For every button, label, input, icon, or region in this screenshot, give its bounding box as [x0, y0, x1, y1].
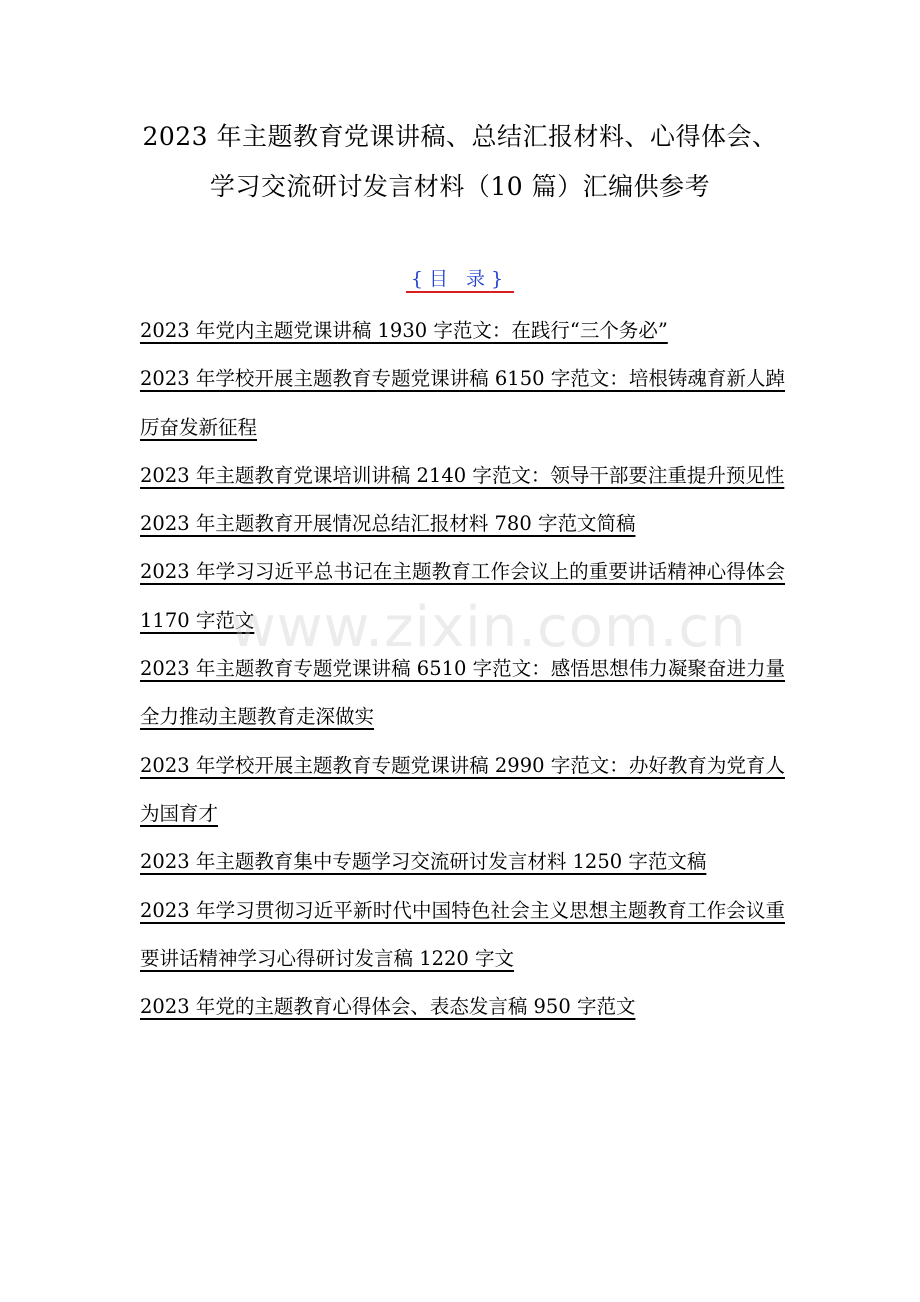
toc-item-3[interactable] — [140, 452, 785, 500]
toc-item-text: 2023 年学习习近平总书记在主题教育工作会议上的重要讲话精神心得体会 1170 字范文 — [140, 560, 785, 632]
toc-item-text: 2023 年学校开展主题教育专题党课讲稿 2990 字范文：办好教育为党育人为国育才 — [140, 753, 785, 825]
toc-item-text: 2023 年主题教育党课培训讲稿 2140 字范文：领导干部要注重提升预见性 — [140, 463, 785, 487]
toc-item-text: 2023 年主题教育开展情况总结汇报材料 780 字范文简稿 — [140, 512, 636, 536]
document-title-line-1: 2023 年主题教育党课讲稿、总结汇报材料、心得体会、 — [142, 122, 778, 151]
toc-item-6[interactable] — [140, 645, 785, 742]
toc-item-text: 2023 年主题教育专题党课讲稿 6510 字范文：感悟思想伟力凝聚奋进力量全力推动主题教育走深做实 — [140, 657, 785, 729]
toc-item-1[interactable] — [140, 307, 785, 355]
toc-item-text: 2023 年主题教育集中专题学习交流研讨发言材料 1250 字范文稿 — [140, 850, 707, 874]
document-title — [0, 112, 920, 212]
toc-item-text: 2023 年学习贯彻习近平新时代中国特色社会主义思想主题教育工作会议重要讲话精神学习心得研讨发言稿 1220 字文 — [140, 898, 785, 970]
toc-item-2[interactable] — [140, 355, 785, 452]
toc-item-8[interactable] — [140, 838, 785, 886]
toc-item-10[interactable] — [140, 983, 785, 1031]
toc-item-7[interactable] — [140, 742, 785, 839]
toc-item-text: 2023 年学校开展主题教育专题党课讲稿 6150 字范文：培根铸魂育新人踔厉奋发新征程 — [140, 367, 785, 439]
toc-item-text: 2023 年党内主题党课讲稿 1930 字范文：在践行“三个务必” — [140, 319, 668, 342]
toc-item-4[interactable] — [140, 500, 785, 548]
toc-item-9[interactable] — [140, 887, 785, 984]
document-title-line-2: 学习交流研讨发言材料（10 篇）汇编供参考 — [209, 172, 711, 201]
toc-heading: {目 录} — [410, 268, 510, 290]
toc-item-text: 2023 年党的主题教育心得体会、表态发言稿 950 字范文 — [140, 995, 636, 1019]
toc-item-5[interactable] — [140, 548, 785, 645]
toc-list — [140, 307, 785, 1031]
toc-heading-underline — [406, 291, 514, 293]
watermark: www.zixin.com.cn — [230, 595, 747, 660]
